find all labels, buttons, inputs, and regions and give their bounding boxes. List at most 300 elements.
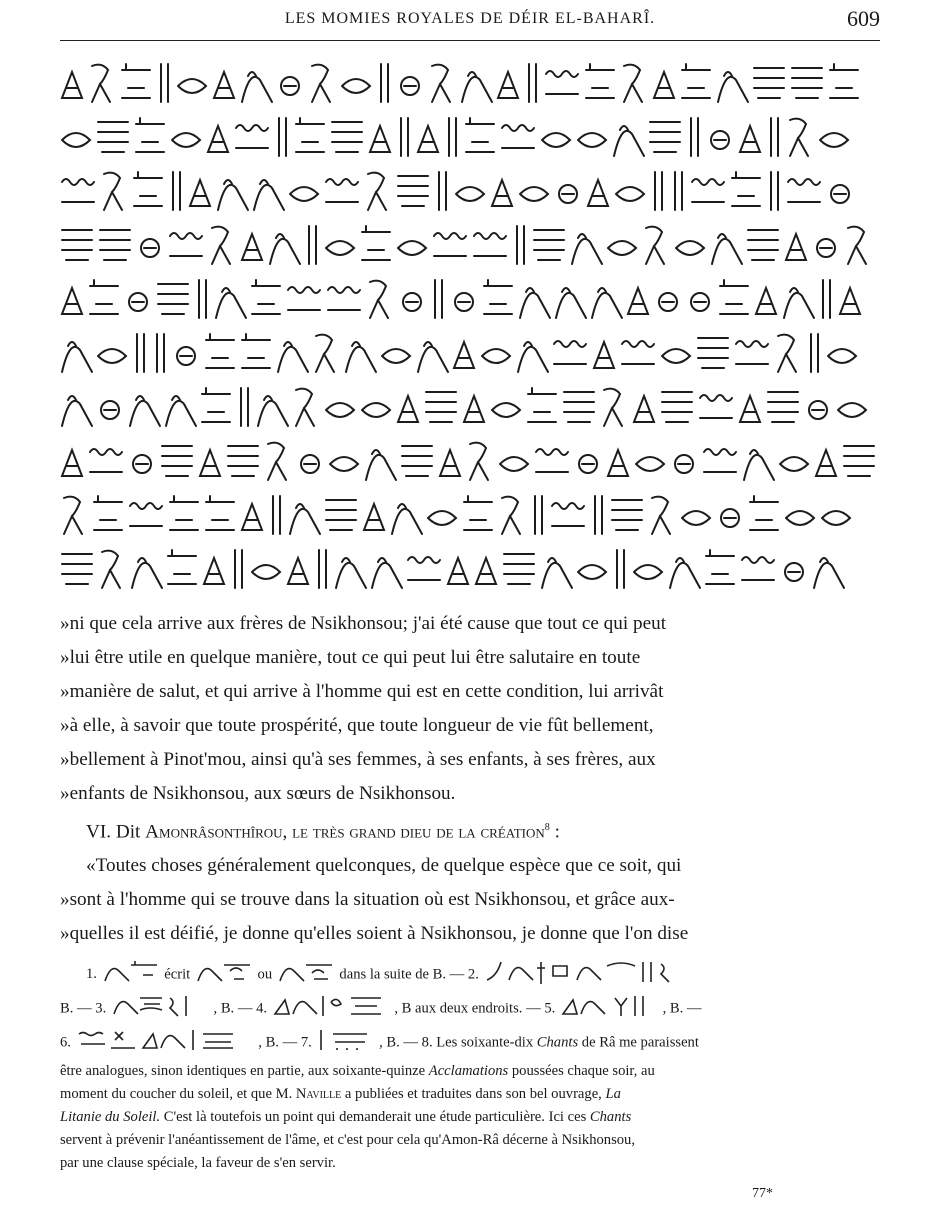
hieroglyph-sign xyxy=(332,122,362,152)
hieroglyph-sign xyxy=(90,280,118,314)
hieroglyph-sign xyxy=(817,239,835,257)
hieroglyph-sign xyxy=(268,443,286,480)
hieroglyph-sign xyxy=(435,280,442,318)
hieroglyph-sign xyxy=(326,500,356,530)
hieroglyph-sign xyxy=(281,77,299,95)
hieroglyph-sign xyxy=(476,558,496,584)
running-title: LES MOMIES ROYALES DE DÉIR EL-BAHARÎ. xyxy=(284,10,656,27)
fn-text: , B aux deux endroits. — 5. xyxy=(394,1000,556,1017)
hieroglyph-line xyxy=(60,110,880,164)
hieroglyph-sign xyxy=(706,550,734,584)
hieroglyph-sign xyxy=(848,227,866,264)
hieroglyph-sign xyxy=(704,449,736,472)
hieroglyph-sign xyxy=(675,172,682,210)
fn-text: , B. — 4. xyxy=(213,1000,268,1017)
hieroglyph-sign xyxy=(534,230,564,260)
hieroglyph-sign xyxy=(362,403,390,417)
fn-text: a publiées et traduites dans son bel ouvrage, xyxy=(341,1086,606,1102)
hieroglyph-sign xyxy=(785,563,803,581)
hieroglyph-sign xyxy=(439,172,446,210)
hieroglyph-sign xyxy=(216,288,246,318)
hieroglyph-line xyxy=(60,488,880,542)
hieroglyph-sign xyxy=(654,72,674,98)
hieroglyph-sign xyxy=(241,388,248,426)
hieroglyph-sign xyxy=(736,341,768,364)
hieroglyph-sign xyxy=(482,349,510,363)
footnote-line xyxy=(60,958,880,992)
hieroglyph-sign xyxy=(178,79,206,93)
hieroglyph-sign xyxy=(214,72,234,98)
hieroglyph-sign xyxy=(428,511,456,525)
footnote-line xyxy=(60,992,880,1026)
hieroglyph-sign xyxy=(464,396,484,422)
hieroglyph-sign xyxy=(398,176,428,206)
fn-smallcaps: Naville xyxy=(295,1086,342,1102)
hieroglyph-sign xyxy=(328,287,360,310)
hieroglyph-sign xyxy=(659,293,677,311)
hieroglyph-sign xyxy=(273,496,280,534)
hieroglyph-sign xyxy=(646,227,664,264)
hieroglyph-sign xyxy=(206,334,234,368)
heading-prefix: VI. Dit xyxy=(86,821,146,843)
hieroglyph-sign xyxy=(62,179,94,202)
fn-text: poussées chaque soir, au xyxy=(508,1063,655,1079)
hieroglyph-sign xyxy=(744,450,774,480)
hieroglyph-sign xyxy=(454,342,474,368)
fn-text: dans la suite de B. — 2. xyxy=(339,966,479,983)
hieroglyph-sign xyxy=(296,118,324,152)
hieroglyph-sign xyxy=(242,334,270,368)
hieroglyph-line-drawing xyxy=(60,274,880,324)
fn-text: ou xyxy=(257,966,273,983)
fn-italic: Acclamations xyxy=(428,1063,509,1079)
hieroglyph-sign xyxy=(838,403,866,417)
hieroglyph-sign xyxy=(98,349,126,363)
hieroglyph-sign xyxy=(771,118,778,156)
hieroglyph-sign xyxy=(177,347,195,365)
hieroglyph-sign xyxy=(634,396,654,422)
hieroglyph-sign xyxy=(296,389,314,426)
hieroglyph-sign xyxy=(840,288,860,314)
hieroglyph-sign xyxy=(130,503,162,526)
hieroglyph-sign xyxy=(456,187,484,201)
hieroglyph-sign xyxy=(288,558,308,584)
hieroglyph-sign xyxy=(718,72,748,102)
hieroglyph-sign xyxy=(579,455,597,473)
hieroglyph-sign xyxy=(529,64,536,102)
hieroglyph-line xyxy=(60,434,880,488)
hieroglyph-sign xyxy=(448,558,468,584)
hieroglyph-sign xyxy=(778,335,796,372)
hieroglyph-sign xyxy=(202,388,230,422)
hieroglyph-sign xyxy=(492,403,520,417)
hieroglyph-sign xyxy=(682,64,710,98)
fn-text: B. — 3. xyxy=(60,1000,107,1017)
hieroglyph-sign xyxy=(62,554,92,584)
footnote-line xyxy=(60,1083,880,1106)
hieroglyph-sign xyxy=(129,293,147,311)
hieroglyph-sign xyxy=(554,341,586,364)
hieroglyph-sign xyxy=(670,558,700,588)
hieroglyph-sign xyxy=(432,65,450,102)
hieroglyph-sign xyxy=(768,392,798,422)
hieroglyph-sign xyxy=(162,446,192,476)
hieroglyph-sign xyxy=(498,72,518,98)
footnote-line xyxy=(60,1106,880,1129)
hieroglyph-sign xyxy=(655,172,662,210)
fn-text: de Râ me paraissent xyxy=(578,1034,699,1051)
hieroglyph-sign xyxy=(370,281,388,318)
hieroglyph-sign xyxy=(520,288,550,318)
hieroglyph-line xyxy=(60,326,880,380)
hieroglyph-sign xyxy=(326,241,354,255)
hieroglyph-sign xyxy=(636,457,664,471)
hieroglyph-sign xyxy=(675,455,693,473)
hieroglyph-sign xyxy=(62,396,92,426)
hieroglyph-sign xyxy=(552,503,584,526)
hieroglyph-sign xyxy=(466,118,494,152)
page-number: 609 xyxy=(847,6,880,31)
hieroglyph-sign xyxy=(330,457,358,471)
hieroglyph-sign xyxy=(346,342,376,372)
hieroglyph-group-icon xyxy=(110,992,210,1026)
hieroglyph-sign xyxy=(382,349,410,363)
hieroglyph-sign xyxy=(208,126,228,152)
section-heading xyxy=(60,811,880,849)
fn-italic: La xyxy=(605,1086,621,1102)
footnotes xyxy=(60,958,880,1175)
hieroglyph-sign xyxy=(64,497,82,534)
hieroglyph-sign xyxy=(691,118,698,156)
text-line: «Toutes choses généralement quelconques, de quelque espèce que ce soit, qui xyxy=(86,855,682,877)
hieroglyph-sign xyxy=(700,395,732,418)
hieroglyph-sign xyxy=(492,180,512,206)
hieroglyph-group-icon xyxy=(271,992,391,1026)
hieroglyph-sign xyxy=(166,396,196,426)
hieroglyph-sign xyxy=(811,334,818,372)
hieroglyph-sign xyxy=(362,226,390,260)
footnote-line xyxy=(60,1026,880,1060)
hieroglyph-sign xyxy=(309,226,316,264)
hieroglyph-sign xyxy=(212,227,230,264)
hieroglyph-sign xyxy=(624,65,642,102)
hieroglyph-sign xyxy=(720,280,748,314)
hieroglyph-sign xyxy=(104,173,122,210)
hieroglyph-sign xyxy=(612,500,642,530)
hieroglyph-sign xyxy=(742,557,774,580)
fn-text: moment du coucher du soleil, et que M. xyxy=(60,1086,296,1102)
hieroglyph-sign xyxy=(403,293,421,311)
hieroglyph-sign xyxy=(94,496,122,530)
hieroglyph-sign xyxy=(474,233,506,256)
hieroglyph-sign xyxy=(502,125,534,148)
text-line: »enfants de Nsikhonsou, aux sœurs de Nsikhonsou. xyxy=(60,783,456,804)
running-header xyxy=(60,6,880,36)
hieroglyph-sign xyxy=(830,64,858,98)
hieroglyph-sign xyxy=(564,392,594,422)
hieroglyph-line xyxy=(60,272,880,326)
hieroglyph-sign xyxy=(368,173,386,210)
hieroglyph-sign xyxy=(809,401,827,419)
hieroglyph-sign xyxy=(228,446,258,476)
hieroglyph-sign xyxy=(594,342,614,368)
hieroglyph-sign xyxy=(278,342,308,372)
hieroglyph-sign xyxy=(542,133,570,147)
hieroglyph-sign xyxy=(252,280,280,314)
text-line: »quelles il est déifié, je donne qu'elles soient à Nsikhonsou, je donne que l'on dise xyxy=(60,923,689,945)
hieroglyph-sign xyxy=(816,450,836,476)
hieroglyph-group-icon xyxy=(483,958,683,992)
hieroglyph-sign xyxy=(401,77,419,95)
hieroglyph-sign xyxy=(440,450,460,476)
hieroglyph-sign xyxy=(814,558,844,588)
hieroglyph-sign xyxy=(370,126,390,152)
hieroglyph-sign xyxy=(604,389,622,426)
hieroglyph-sign xyxy=(740,126,760,152)
hieroglyph-sign xyxy=(754,68,784,98)
hieroglyph-sign xyxy=(614,126,644,156)
hieroglyph-sign xyxy=(132,558,162,588)
hieroglyph-sign xyxy=(740,396,760,422)
hieroglyph-sign xyxy=(844,446,874,476)
hieroglyph-sign xyxy=(218,180,248,210)
hieroglyph-sign xyxy=(62,72,82,98)
fn-text: C'est là toutefois un point qui demanderait une étude particulière. Ici ces xyxy=(160,1109,590,1125)
fn-italic: Chants xyxy=(536,1034,579,1051)
fn-italic: Litanie du Soleil. xyxy=(60,1109,161,1125)
hieroglyph-sign xyxy=(828,349,856,363)
hieroglyph-line xyxy=(60,542,880,596)
text-line: »sont à l'homme qui se trouve dans la situation où est Nsikhonsou, et grâce aux- xyxy=(60,889,675,911)
hieroglyph-sign xyxy=(616,187,644,201)
hieroglyph-sign xyxy=(748,230,778,260)
hieroglyph-line-drawing xyxy=(60,436,880,486)
hieroglyph-sign xyxy=(402,446,432,476)
hieroglyph-sign xyxy=(242,72,272,102)
hieroglyph-sign xyxy=(588,180,608,206)
heading-title: Amonrâsonthîrou, le très grand dieu de la création xyxy=(145,821,545,843)
hieroglyph-group-icon xyxy=(75,1026,255,1060)
hieroglyph-sign xyxy=(528,388,556,422)
fn-text: , B. — 7. xyxy=(258,1034,312,1051)
hieroglyph-sign xyxy=(62,288,82,314)
text-line: »lui être utile en quelque manière, tout ce qui peut lui être salutaire en toute xyxy=(60,647,641,668)
fn-italic: Chants xyxy=(589,1109,632,1125)
hieroglyph-sign xyxy=(204,558,224,584)
hieroglyph-sign xyxy=(786,234,806,260)
hieroglyph-sign xyxy=(199,280,206,318)
hieroglyph-sign xyxy=(101,401,119,419)
hieroglyph-sign xyxy=(254,180,284,210)
footnote-line: servent à prévenir l'anéantissement de l'âme, et c'est pour cela qu'Amon-Râ décerne à Nsikhonsou, xyxy=(60,1132,636,1148)
hieroglyph-sign xyxy=(556,288,586,318)
hieroglyph-sign xyxy=(92,65,110,102)
hieroglyph-sign xyxy=(721,509,739,527)
hieroglyph-sign xyxy=(732,172,760,206)
hieroglyph-sign xyxy=(366,450,396,480)
hieroglyph-sign xyxy=(520,187,548,201)
hieroglyph-sign xyxy=(236,125,268,148)
hieroglyph-sign xyxy=(170,496,198,530)
hieroglyph-sign xyxy=(592,288,622,318)
hieroglyph-sign xyxy=(500,457,528,471)
hieroglyph-sign xyxy=(790,119,808,156)
hieroglyph-sign xyxy=(517,226,524,264)
hieroglyph-sign xyxy=(242,234,262,260)
hieroglyph-text xyxy=(60,56,880,596)
hieroglyph-sign xyxy=(100,230,130,260)
hieroglyph-sign xyxy=(831,185,849,203)
footnote-line: par une clause spéciale, la faveur de s'en servir. xyxy=(60,1155,336,1171)
hieroglyph-sign xyxy=(504,554,534,584)
hieroglyph-sign xyxy=(392,504,422,534)
hieroglyph-sign xyxy=(788,179,820,202)
hieroglyph-sign xyxy=(586,64,614,98)
hieroglyph-sign xyxy=(771,172,778,210)
hieroglyph-sign xyxy=(102,551,120,588)
hieroglyph-sign xyxy=(288,287,320,310)
hieroglyph-sign xyxy=(398,241,426,255)
hieroglyph-sign xyxy=(628,288,648,314)
hieroglyph-line-drawing xyxy=(60,328,880,378)
hieroglyph-line-drawing xyxy=(60,58,880,108)
text-line: »à elle, à savoir que toute prospérité, que toute longueur de vie fût bellement, xyxy=(60,715,654,736)
hieroglyph-sign xyxy=(62,450,82,476)
hieroglyph-sign xyxy=(676,241,704,255)
hieroglyph-sign xyxy=(682,511,710,525)
hieroglyph-sign xyxy=(712,234,742,264)
hieroglyph-sign xyxy=(780,457,808,471)
hieroglyph-sign xyxy=(691,293,709,311)
hieroglyph-sign xyxy=(608,241,636,255)
hieroglyph-sign xyxy=(784,288,814,318)
hieroglyph-sign xyxy=(372,558,402,588)
hieroglyph-sign xyxy=(141,239,159,257)
hieroglyph-sign xyxy=(418,126,438,152)
hieroglyph-sign xyxy=(398,396,418,422)
hieroglyph-sign xyxy=(301,455,319,473)
hieroglyph-line-drawing xyxy=(60,220,880,270)
fn-number: 1. xyxy=(86,966,97,983)
hieroglyph-sign xyxy=(455,293,473,311)
hieroglyph-sign xyxy=(172,133,200,147)
hieroglyph-sign xyxy=(536,449,568,472)
hieroglyph-group-icon xyxy=(315,1026,375,1060)
hieroglyph-sign xyxy=(62,133,90,147)
hieroglyph-sign xyxy=(434,233,466,256)
hieroglyph-sign xyxy=(426,392,456,422)
hieroglyph-sign xyxy=(462,72,492,102)
hieroglyph-sign xyxy=(542,558,572,588)
hieroglyph-sign xyxy=(464,496,492,530)
header-rule xyxy=(60,40,880,41)
hieroglyph-sign xyxy=(750,496,778,530)
hieroglyph-sign xyxy=(786,511,814,525)
hieroglyph-group-icon xyxy=(101,959,161,991)
hieroglyph-sign xyxy=(662,349,690,363)
hieroglyph-sign xyxy=(572,234,602,264)
hieroglyph-sign xyxy=(319,550,326,588)
heading-suffix: : xyxy=(549,821,560,843)
hieroglyph-sign xyxy=(792,68,822,98)
text-line: »bellement à Pinot'mou, ainsi qu'à ses femmes, à ses enfants, à ses frères, aux xyxy=(60,749,656,770)
hieroglyph-group-icon xyxy=(194,959,254,991)
footnote-line xyxy=(60,1060,880,1083)
hieroglyph-sign xyxy=(535,496,542,534)
hieroglyph-sign xyxy=(364,504,384,530)
hieroglyph-sign xyxy=(252,565,280,579)
hieroglyph-sign xyxy=(595,496,602,534)
signature-mark: 77* xyxy=(752,1186,773,1201)
text-line: »ni que cela arrive aux frères de Nsikhonsou; j'ai été cause que tout ce qui peut xyxy=(60,613,667,634)
text-line: »manière de salut, et qui arrive à l'homme qui est en cette condition, lui arrivât xyxy=(60,681,664,702)
hieroglyph-sign xyxy=(650,122,680,152)
hieroglyph-sign xyxy=(98,122,128,152)
hieroglyph-line xyxy=(60,56,880,110)
hieroglyph-line-drawing xyxy=(60,382,880,432)
hieroglyph-sign xyxy=(170,233,202,256)
hieroglyph-sign xyxy=(518,342,548,372)
hieroglyph-sign xyxy=(130,396,160,426)
hieroglyph-sign xyxy=(634,565,662,579)
hieroglyph-line xyxy=(60,164,880,218)
fn-text: , B. — xyxy=(662,1000,702,1017)
hieroglyph-sign xyxy=(62,230,92,260)
hieroglyph-sign xyxy=(449,118,456,156)
hieroglyph-sign xyxy=(820,133,848,147)
hieroglyph-sign xyxy=(692,179,724,202)
hieroglyph-sign xyxy=(258,396,288,426)
hieroglyph-sign xyxy=(342,79,370,93)
hieroglyph-sign xyxy=(408,557,440,580)
hieroglyph-sign xyxy=(158,284,188,314)
fn-text: , B. — 8. Les soixante-dix xyxy=(379,1034,537,1051)
hieroglyph-sign xyxy=(608,450,628,476)
hieroglyph-sign xyxy=(326,179,358,202)
footnote-ref: 8 xyxy=(544,822,550,833)
hieroglyph-sign xyxy=(136,118,164,152)
hieroglyph-sign xyxy=(90,449,122,472)
hieroglyph-sign xyxy=(578,565,606,579)
hieroglyph-sign xyxy=(652,497,670,534)
hieroglyph-sign xyxy=(134,172,162,206)
hieroglyph-sign xyxy=(336,558,366,588)
hieroglyph-sign xyxy=(662,392,692,422)
hieroglyph-sign xyxy=(62,342,92,372)
hieroglyph-sign xyxy=(157,334,164,372)
hieroglyph-line-drawing xyxy=(60,544,880,594)
hieroglyph-line xyxy=(60,380,880,434)
hieroglyph-group-icon xyxy=(276,959,336,991)
fn-number: 6. xyxy=(60,1034,71,1051)
hieroglyph-sign xyxy=(133,455,151,473)
hieroglyph-sign xyxy=(270,234,300,264)
hieroglyph-line xyxy=(60,218,880,272)
hieroglyph-sign xyxy=(502,497,520,534)
hieroglyph-line-drawing xyxy=(60,166,880,216)
hieroglyph-sign xyxy=(200,450,220,476)
hieroglyph-sign xyxy=(711,131,729,149)
hieroglyph-sign xyxy=(290,187,318,201)
hieroglyph-sign xyxy=(161,64,168,102)
hieroglyph-sign xyxy=(418,342,448,372)
hieroglyph-sign xyxy=(578,133,606,147)
hieroglyph-sign xyxy=(190,180,210,206)
hieroglyph-sign xyxy=(206,496,234,530)
main-text xyxy=(60,607,880,951)
hieroglyph-line-drawing xyxy=(60,112,880,162)
hieroglyph-sign xyxy=(622,341,654,364)
